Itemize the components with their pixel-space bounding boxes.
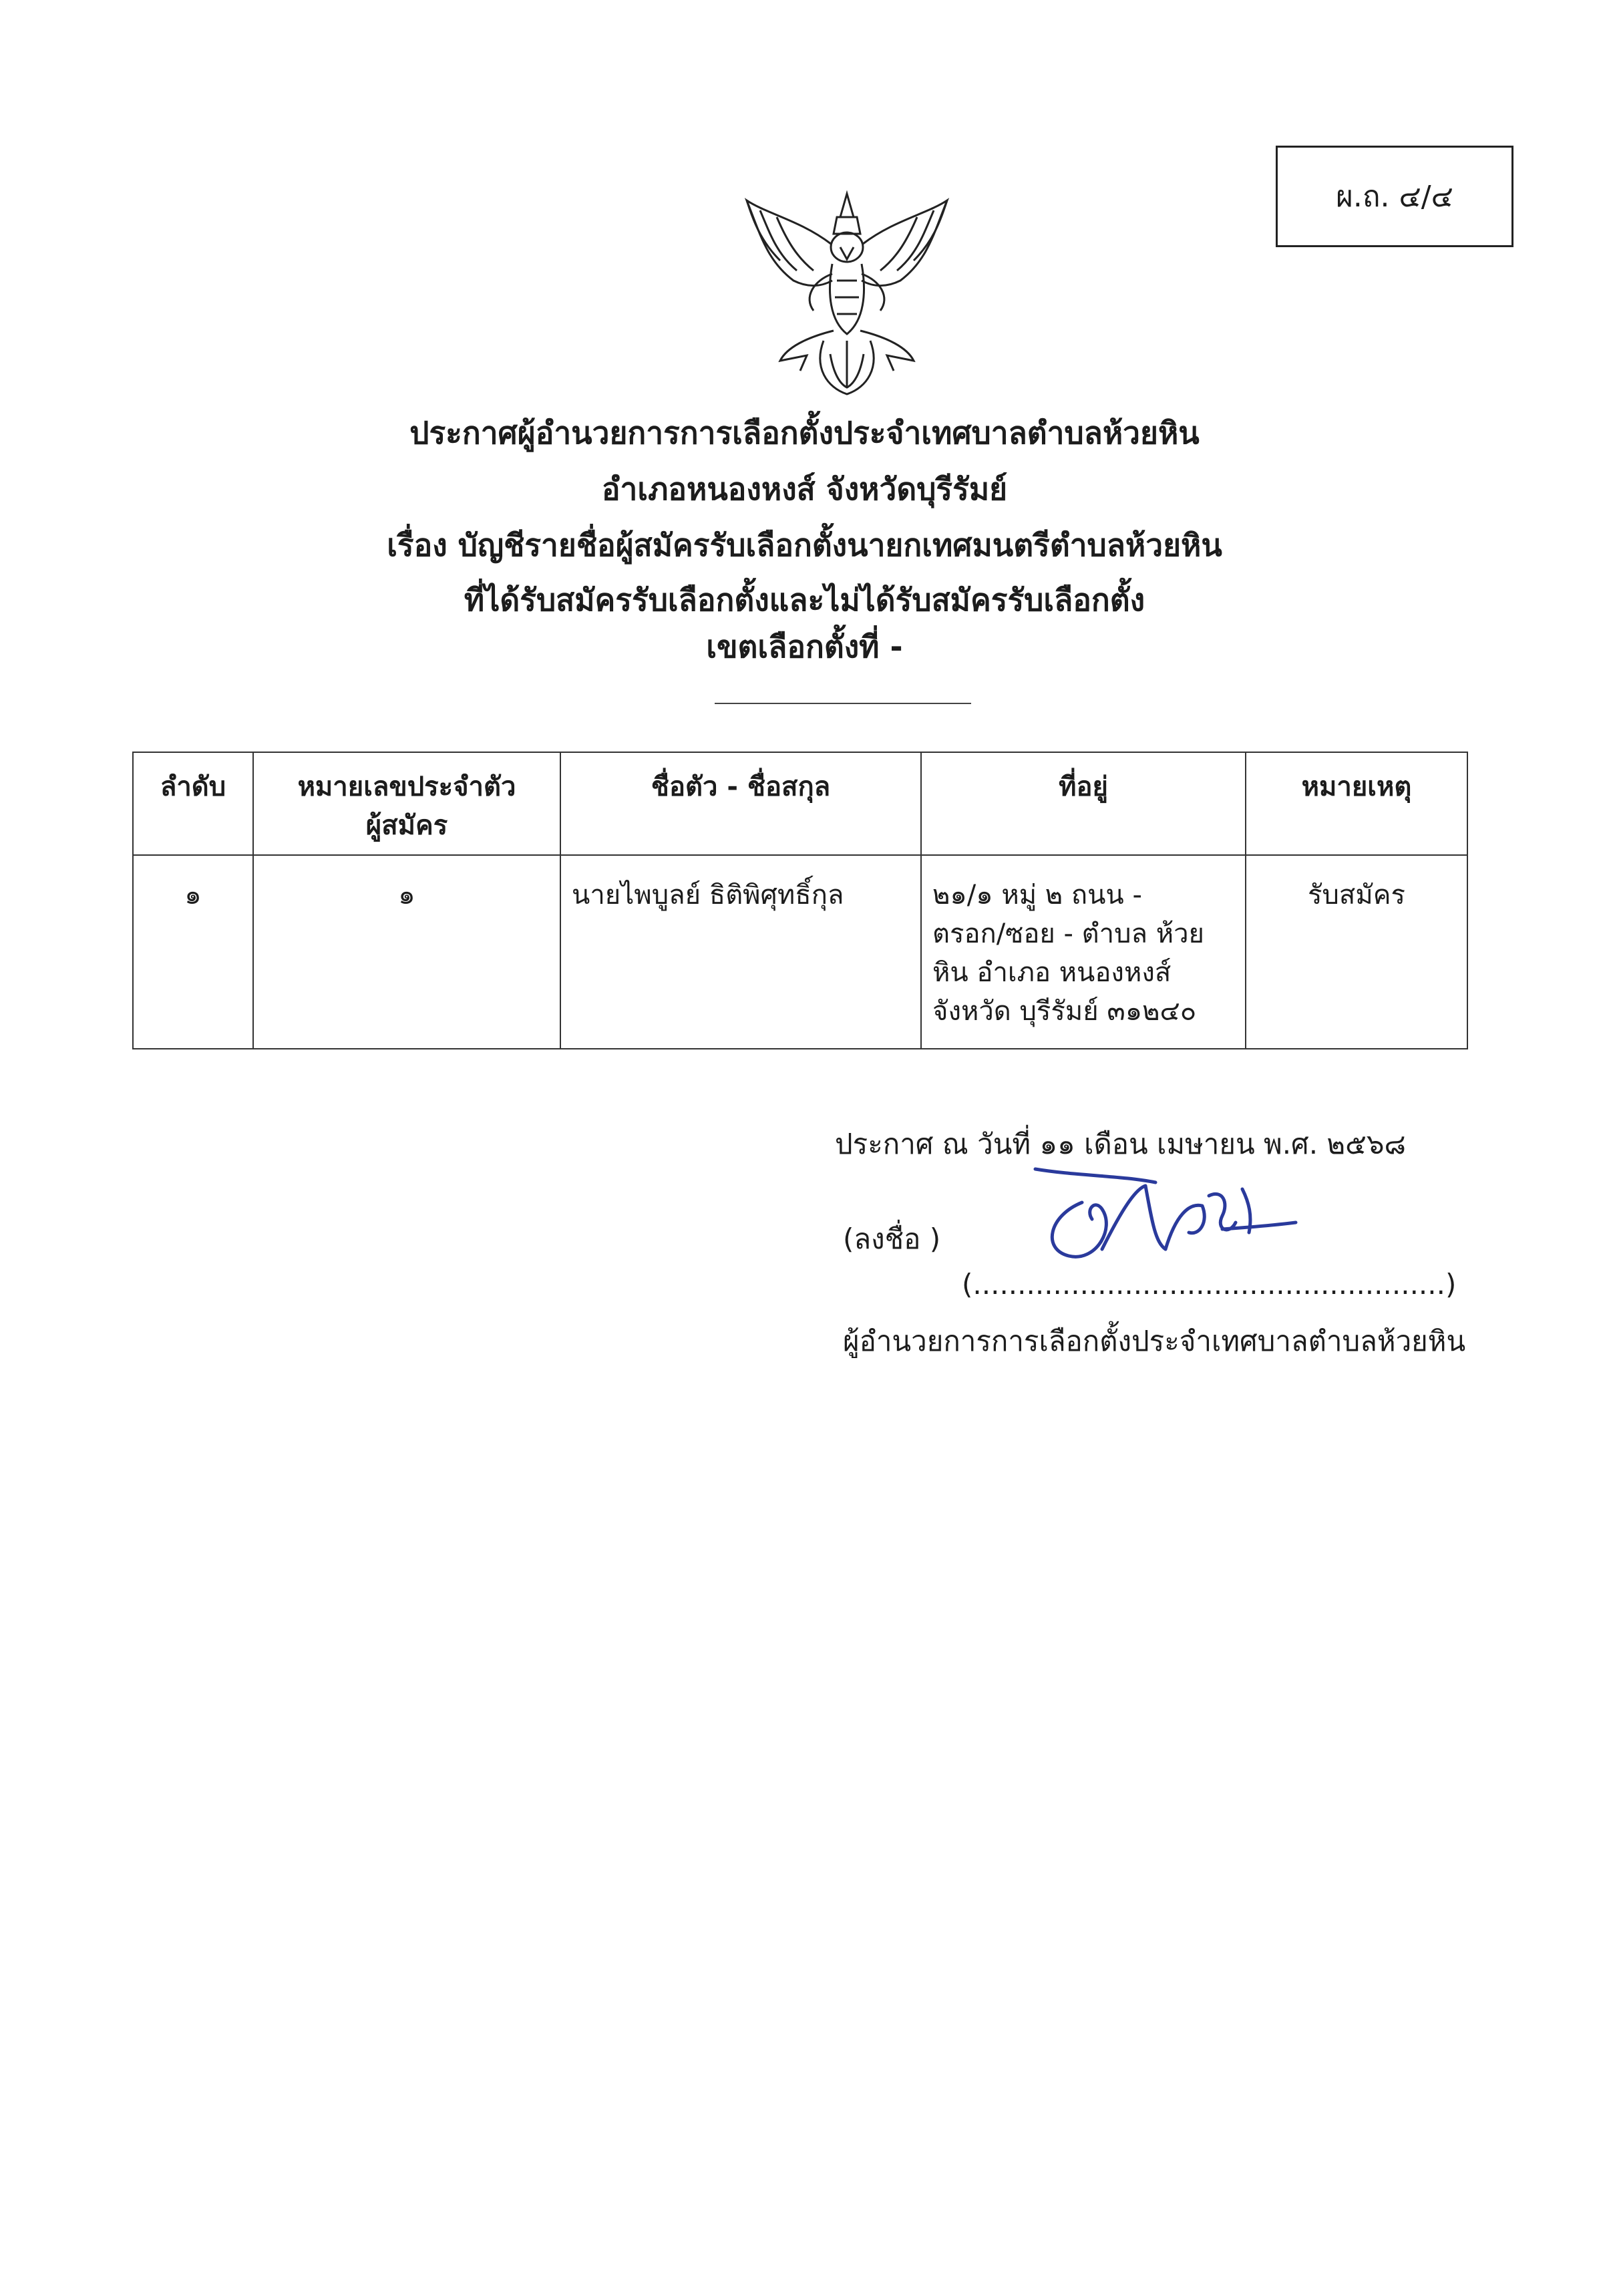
- heading-line-3: เรื่อง บัญชีรายชื่อผู้สมัครรับเลือกตั้งนายกเทศมนตรีตำบลห้วยหิน: [387, 527, 1222, 563]
- header-number-line-2: ผู้สมัคร: [365, 810, 448, 841]
- title-divider: [715, 703, 971, 704]
- address-line-4: จังหวัด บุรีรัมย์ ๓๑๒๔๐: [932, 996, 1197, 1027]
- cell-remark: รับสมัคร: [1246, 855, 1467, 1049]
- header-order: ลำดับ: [133, 752, 253, 855]
- heading-line-1: ประกาศผู้อำนวยการการเลือกตั้งประจำเทศบาลตำบลห้วยหิน: [409, 415, 1200, 451]
- address-line-2: ตรอก/ซอย - ตำบล ห้วย: [932, 919, 1204, 949]
- announcement-date: ประกาศ ณ วันที่ ๑๑ เดือน เมษายน พ.ศ. ๒๕๖๘: [835, 1128, 1406, 1160]
- header-address: ที่อยู่: [921, 752, 1246, 855]
- table-header-row: [133, 752, 1467, 855]
- address-line-3: หิน อำเภอ หนองหงส์: [932, 957, 1172, 988]
- header-name: ชื่อตัว - ชื่อสกุล: [560, 752, 921, 855]
- header-remark: หมายเหตุ: [1246, 752, 1467, 855]
- candidate-table: [132, 752, 1468, 1049]
- heading-line-4: ที่ได้รับสมัครรับเลือกตั้งและไม่ได้รับสมัครรับเลือกตั้ง: [464, 582, 1145, 618]
- signer-position: ผู้อำนวยการการเลือกตั้งประจำเทศบาลตำบลห้วยหิน: [843, 1325, 1466, 1357]
- form-code: ผ.ถ. ๔/๔: [1336, 180, 1453, 214]
- form-code-box: [1276, 146, 1513, 247]
- cell-candidate-number: ๑: [253, 855, 560, 1049]
- cell-order: ๑: [133, 855, 253, 1049]
- heading-line-5: เขตเลือกตั้งที่ -: [706, 629, 903, 665]
- header-candidate-number: [253, 752, 560, 855]
- header-number-line-1: หมายเลขประจำตัว: [297, 772, 516, 802]
- garuda-emblem-icon: [740, 180, 954, 401]
- sign-name-placeholder: (.....................................................): [962, 1268, 1457, 1301]
- sign-label: (ลงชื่อ ): [843, 1222, 941, 1255]
- signature-icon: [1022, 1149, 1309, 1283]
- heading-line-2: อำเภอหนองหงส์ จังหวัดบุรีรัมย์: [601, 471, 1008, 507]
- address-line-1: ๒๑/๑ หมู่ ๒ ถนน -: [932, 880, 1142, 911]
- table-row: [133, 855, 1467, 1049]
- cell-address: [921, 855, 1246, 1049]
- cell-name: นายไพบูลย์ ธิติพิศุทธิ์กุล: [560, 855, 921, 1049]
